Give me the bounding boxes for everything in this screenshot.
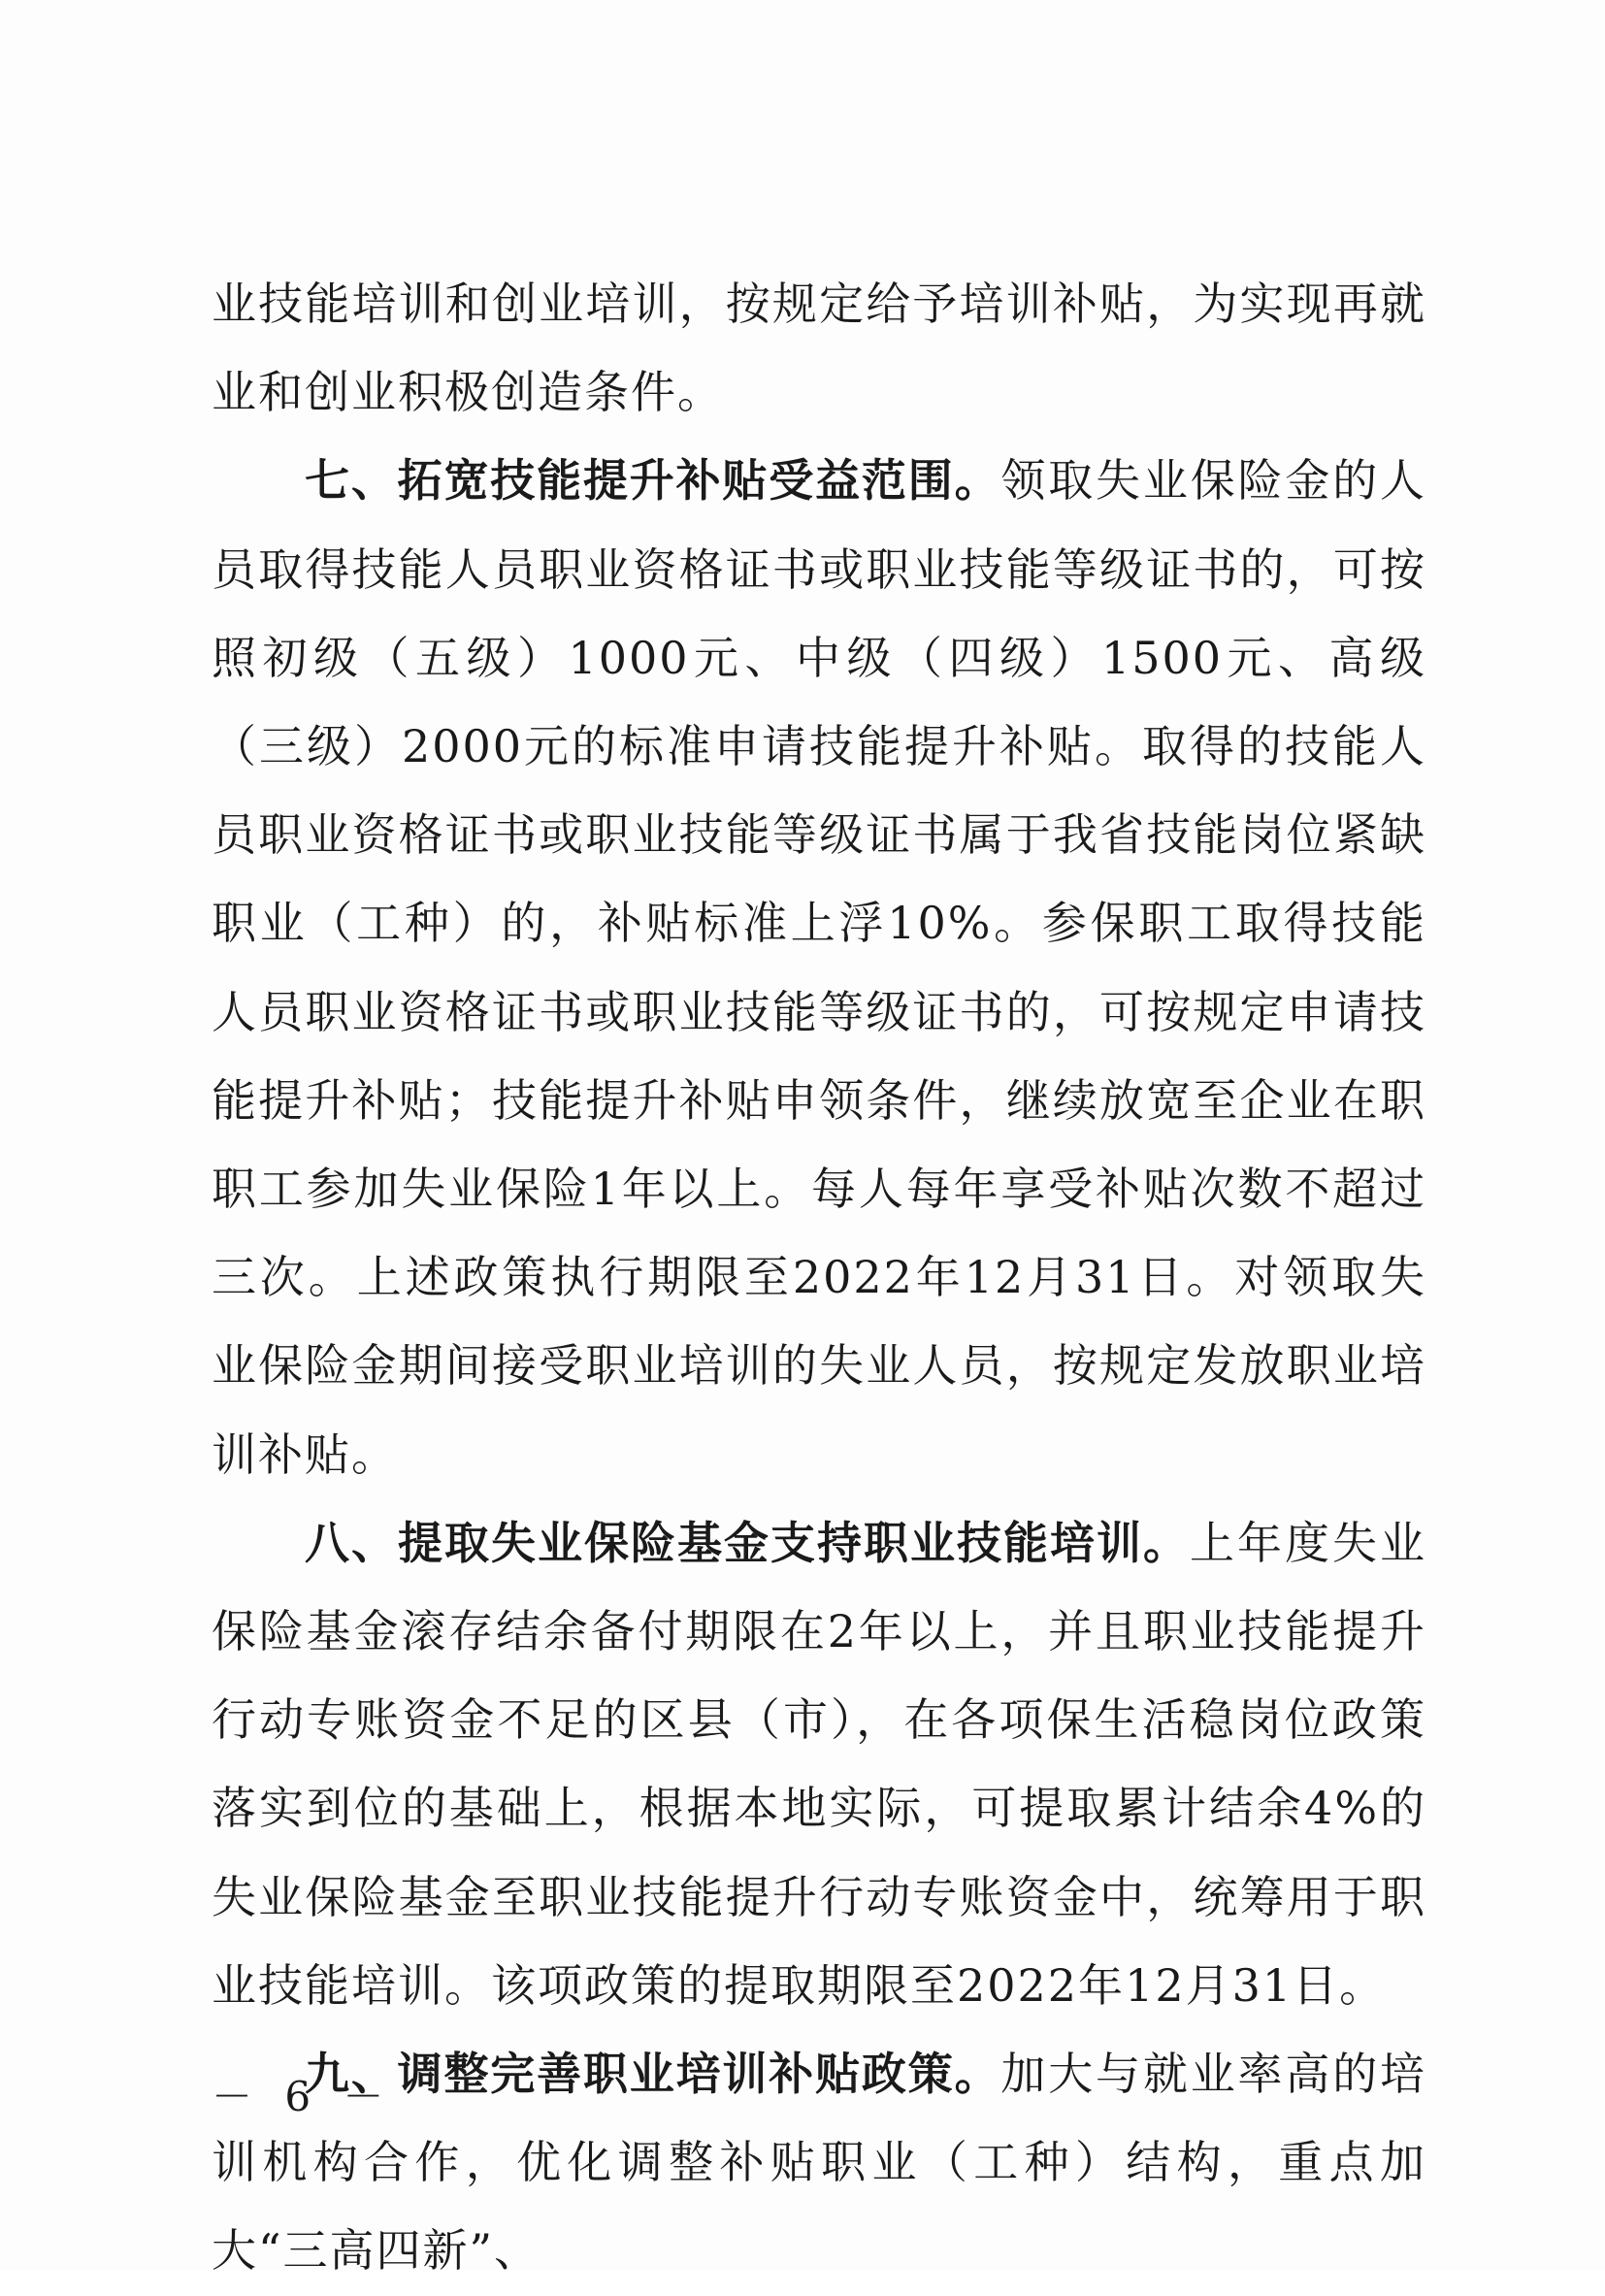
document-body [212,260,1426,2296]
section-eight [212,1499,1426,2030]
section-seven [212,437,1426,1498]
section-seven-heading: 七、拓宽技能提升补贴受益范围。 [305,454,1001,508]
section-nine-heading: 九、调整完善职业培训补贴政策。 [305,2048,1001,2101]
section-nine [212,2030,1426,2296]
section-seven-body: 领取失业保险金的人员取得技能人员职业资格证书或职业技能等级证书的，可按照初级（五级）1000元、中级（四级）1500元、高级（三级）2000元的标准申请技能提升补贴。取得的技能人员职业资格证书或职业技能等级证书属于我省技能岗位紧缺职业（工种）的，补贴标准上浮10%。参保职工取得技能人员职业资格证书或职业技能等级证书的，可按规定申请技能提升补贴；技能提升补贴申领条件，继续放宽至企业在职职工参加失业保险1年以上。每人每年享受补贴次数不超过三次。上述政策执行期限至2022年12月31日。对领取失业保险金期间接受职业培训的失业人员，按规定发放职业培训补贴。 [212,454,1427,1481]
section-eight-body: 上年度失业保险基金滚存结余备付期限在2年以上，并且职业技能提升行动专账资金不足的区县（市），在各项保生活稳岗位政策落实到位的基础上，根据本地实际，可提取累计结余4%的失业保险基金至职业技能提升行动专账资金中，统筹用于职业技能培训。该项政策的提取期限至2022年12月31日。 [212,1516,1426,2012]
continuation-paragraph: 业技能培训和创业培训，按规定给予培训补贴，为实现再就业和创业积极创造条件。 [212,278,1426,419]
section-eight-heading: 八、提取失业保险基金支持职业技能培训。 [305,1516,1190,1569]
section-nine-body: 加大与就业率高的培训机构合作，优化调整补贴职业（工种）结构，重点加大“三高四新”、 [212,2048,1427,2278]
page-number: － 6 － [212,2073,394,2120]
